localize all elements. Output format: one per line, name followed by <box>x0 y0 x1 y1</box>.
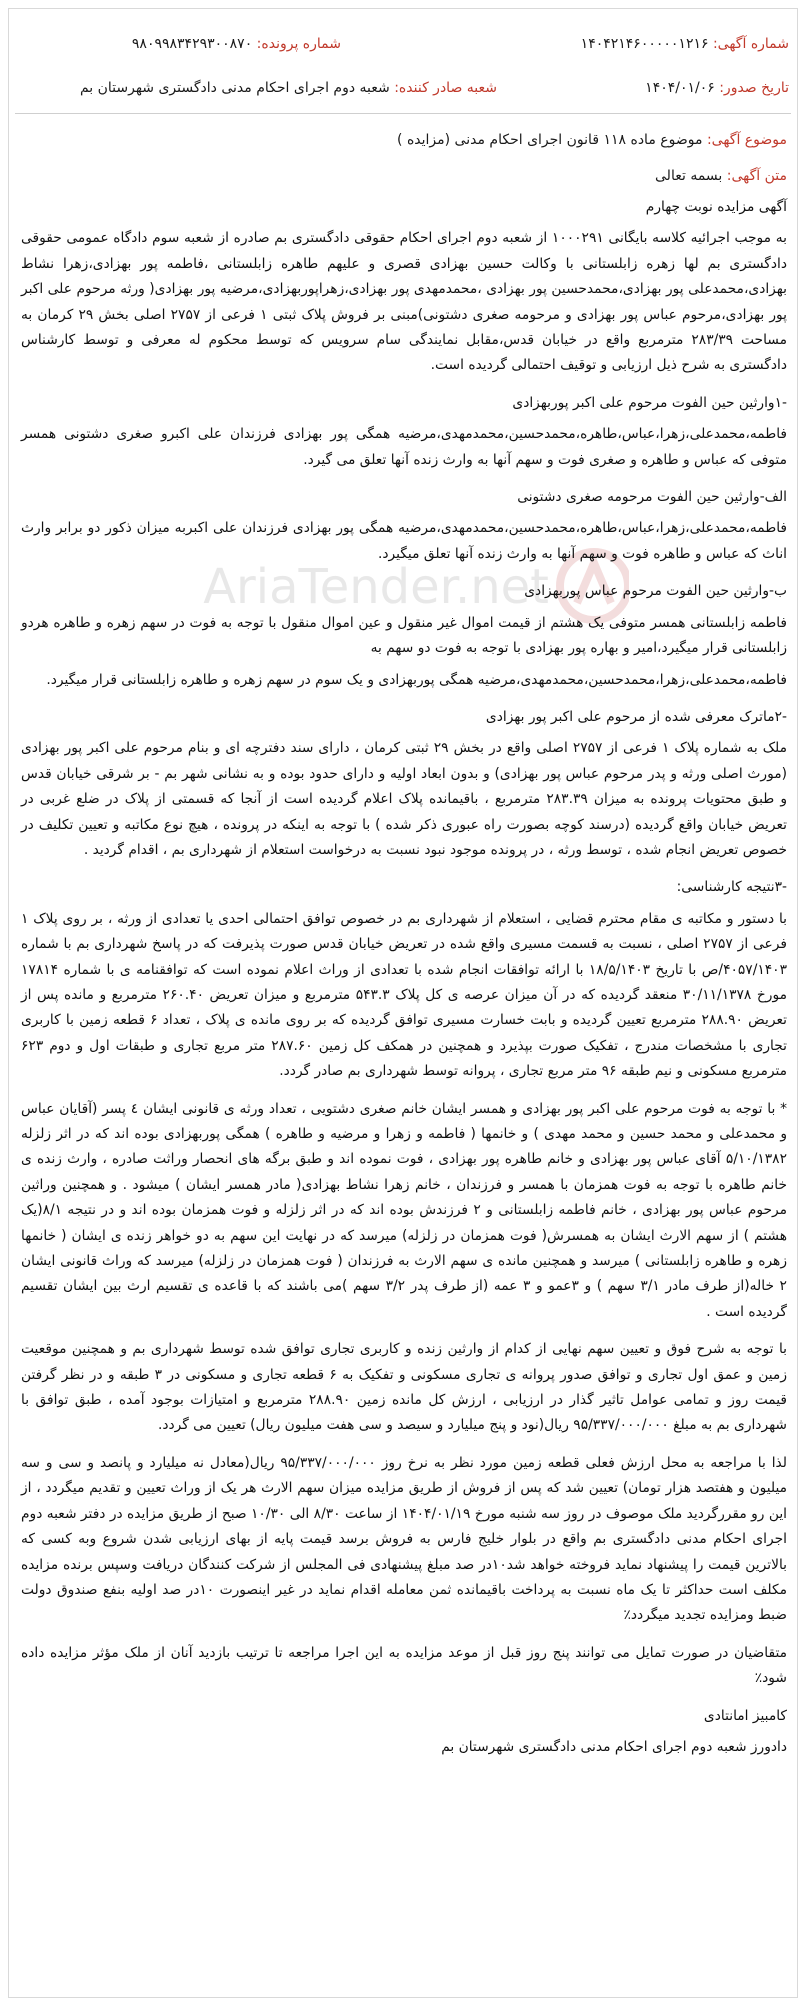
heirs-heading-a: الف-وارثین حین الفوت مرحومه صغری دشتونی <box>517 489 787 506</box>
text-label: متن آگهی: <box>726 168 787 184</box>
heirs-paragraph-a: فاطمه،محمدعلی،زهرا،عباس،طاهره،محمدحسین،محمدمهدی،مرضیه همگی پور بهزادی فرزندان علی اکبربه میزان ذکور دو برابر وارث اناث که عباس و طاهره فوت و سهم آنها به وارث زنده آنها تعلق میگیرد. <box>21 520 787 562</box>
signatory-name: کامبیز امانتادی <box>703 1707 787 1724</box>
heirs-heading-1: -۱وارثین حین الفوت مرحوم علی اکبر پوربهزادی <box>512 394 787 411</box>
notice-body <box>21 195 787 1772</box>
case-number-value: ۹۸۰۹۹۸۳۴۲۹۳۰۰۸۷۰ <box>131 36 253 52</box>
issuer-row <box>80 77 497 99</box>
issue-date-label: تاریخ صدور: <box>719 80 789 96</box>
inheritance-paragraph: * با توجه به فوت مرحوم علی اکبر پور بهزادی و همسر ایشان خانم صغری دشتویی ، تعداد ورثه ی قانونی ایشان ٤ پسر (آقایان عباس و محمدعلی و محمد حسین و محمد مهدی ) و خانمها ( فاطمه و زهرا و مرضیه و طاهره ) همگی پوربهزادی بوده اند که در اثر زلزله ۵/۱۰/۱۳۸۲ آقای عباس پور بهزادی و خانم طاهره پور بهزادی ، فوت نموده اند و طبق برگه های انحصار وراثت صادره ، وارث زنده ی خانم طاهره با توجه به فوت همزمان با همسر و فرزندان ، خانم زهرا نشاط بهزادی( مادر همسر ایشان ) میشود . و همچنین وراثین مرحوم عباس پور بهزادی ، خانم فاطمه زابلستانی و ۲ فرزندش بوده اند که در اثر زلزله و فوت همزمان بوده اند و در نتیجه ۸/۱(یک هشتم ) از سهم الارث ایشان به همسرش( فوت همزمان در زلزله) میرسد که در نهایت این سهم به دو خواهر زنده ی ایشان ( خانمها زهره و طاهره زابلستانی ) میرسد و همچنین مانده ی سهم الارث به فرزندان ( فوت همزمان در زلزله) میرسد که وراث قانونی ایشان ۲ خاله(از طرف مادر ۳/۱ سهم ) و ۳عمو و ۳ عمه (از طرف پدر ۳/۲ سهم )می باشند که با قاعده ی تقسیم ارث بین ایشان تقسیم گردیده است . <box>21 1100 788 1320</box>
valuation-paragraph: با توجه به شرح فوق و تعیین سهم نهایی از کدام از وارثین زنده و کاربری تجاری توافق شده توسط شهرداری بم و همچنین موقعیت زمین و عمق اول تجاری و توافق صدور پروانه ی تجاری مسکونی و تفکیک به ۶ قطعه تجاری و مسکونی در ۳ طبقه و در نظر گرفتن قیمت روز و تمامی عوامل تاثیر گذار در ارزیابی ، ارزش کل مانده زمین ۲۸۸.۹۰ مترمربع و امتیازات بوجود آمده ، طبق توافق با شهرداری بم به مبلغ ۹۵/۳۳۷/۰۰۰/۰۰۰ ریال(نود و پنج میلیارد و سیصد و سی هفت میلیون ریال) تعیین می گردد. <box>21 1341 787 1434</box>
subject-row <box>397 129 787 151</box>
ad-number-row <box>581 33 789 55</box>
body-paragraph-intro: به موجب اجرائیه کلاسه بایگانی ۱۰۰۰۲۹۱ از شعبه دوم اجرای احکام حقوقی دادگستری بم صادره از شعبه سوم دادگاه عمومی حقوقی دادگستری بم لها زهره زابلستانی با وکالت حسین بهزادی قصری و علیهم طاهره زابلستانی ،فاطمه پور بهزادی،زهرا نشاط بهزادی،محمدعلی پور بهزادی،محمدحسین پور بهزادی ،محمدمهدی پور بهزادی،زهراپوربهزادی،مرضیه پور بهزادی( ورثه مرحوم علی اکبر پور بهزادی،مرحوم عباس پور بهزادی و مرحومه صغری دشتونی)مبنی بر فروش پلاک ثبتی ۱ فرعی از ۲۷۵۷ اصلی بخش ۲۹ کرمان به مساحت ۲۸۳/۳۹ مترمربع واقع در خیابان قدس،مقابل نمایندگی سام سرویس که توسط محکوم له معرفی و توسط کارشناس دادگستری به شرح ذیل ارزیابی و توقیف احتمالی گردیده است. <box>21 230 788 374</box>
issuer-value: شعبه دوم اجرای احکام مدنی دادگستری شهرستان بم <box>79 80 390 96</box>
issue-date-row <box>645 77 789 99</box>
text-label-value: بسمه تعالی <box>655 168 723 184</box>
signatory-title: دادورز شعبه دوم اجرای احکام مدنی دادگستری شهرستان بم <box>441 1738 787 1755</box>
subject-value: موضوع ماده ۱۱۸ قانون اجرای احکام مدنی (مزایده ) <box>397 132 703 148</box>
heirs-heading-b: ب-وارثین حین الفوت مرحوم عباس پوربهزادی <box>524 583 787 600</box>
estate-paragraph: ملک به شماره پلاک ۱ فرعی از ۲۷۵۷ اصلی واقع در بخش ۲۹ ثبتی کرمان ، دارای سند دفترچه ای و بنام مرحوم علی اکبر پور بهزادی (مورث اصلی ورثه و پدر مرحوم عباس پور بهزادی) و بدون ابعاد اولیه و دارای حدود بوده و به نشانی شهر بم - بر شرقی خیابان قدس و طبق محتویات پرونده به میزان ۲۸۳.۳۹ مترمربع ، باقیمانده پلاک اعلام گردیده است از آنجا که قسمتی از پلاک در ضلع غربی در تعریض خیابان واقع گردیده (درسند کوچه بصورت راه عبوری ذکر شده ) با توجه به اینکه در پرونده ، هیچ نوع مکاتبه و تعیین تکلیف در خصوص تعریض انجام شده ، توسط ورثه ، در پرونده موجود نبود نسبت به درخواست استعلام از شهرداری بم ، اقدام گردید . <box>21 740 788 858</box>
text-label-row <box>655 165 787 187</box>
issue-date-value: ۱۴۰۴/۰۱/۰۶ <box>645 80 715 96</box>
notice-page <box>8 8 798 1998</box>
notice-heading: آگهی مزایده نوبت چهارم <box>645 199 787 215</box>
auction-paragraph: لذا با مراجعه به محل ارزش فعلی قطعه زمین مورد نظر به نرخ روز ۹۵/۳۳۷/۰۰۰/۰۰۰ ریال(معادل نه میلیارد و پانصد و سی و سه میلیون و هفتصد هزار تومان) تعیین شد که پس از فروش از طریق مزایده میزان سهم الارث هر یک از وراث تعیین و تقدیم میگردد ، از این رو مقررگردید ملک موصوف در روز سه شنبه مورخ ۱۴۰۴/۰۱/۱۹ از ساعت ۸/۳۰ الی ۱۰/۳۰ صبح از طریق مزایده در دفتر شعبه دوم اجرای احکام مدنی دادگستری بم واقع در بلوار خلیج فارس به فروش برسد قیمت پایه از بهای ارزیابی شدن شروع وبه کسی که بالاترین قیمت را پیشنهاد نماید فروخته خواهد شد۱۰در صد مبلغ پیشنهادی فی المجلس از شرکت کنندگان دریافت وسپس برنده مزایده مکلف است حداکثر تا یک ماه نسبت به پرداخت باقیمانده ثمن معامله اقدام نماید در غیر اینصورت ۱۰در صد اولیه بنفع صندوق دولت ضبط ومزایده تجدید میگردد٪ <box>21 1454 788 1624</box>
issuer-label: شعبه صادر کننده: <box>394 80 497 96</box>
expert-heading: -۳نتیجه کارشناسی: <box>676 879 787 896</box>
heirs-paragraph-b: فاطمه زابلستانی همسر متوفی یک هشتم از قیمت اموال غیر منقول و عین اموال منقول با توجه به فوت در سهم زهره و طاهره هردو زابلستانی قرار میگیرد،امیر و بهاره پور بهزادی با توجه به فوت دو سهم به <box>21 614 787 657</box>
header-divider <box>15 113 791 114</box>
estate-heading: -۲ماترک معرفی شده از مرحوم علی اکبر پور بهزادی <box>485 708 787 725</box>
heirs-paragraph-b-cont: فاطمه،محمدعلی،زهرا،محمدحسین،محمدمهدی،مرضیه همگی پوربهزادی و یک سوم در سهم زهره و طاهره زابلستانی قرار میگیرد. <box>46 671 787 688</box>
expert-paragraph: با دستور و مکاتبه ی مقام محترم قضایی ، استعلام از شهرداری بم در خصوص توافق احتمالی احدی یا تعدادی از ورثه ، بر روی پلاک ۱ فرعی از ۲۷۵۷ اصلی ، نسبت به قسمت مسیری واقع شده در تعریض خیابان قدس صورت پذیرفت که در پاسخ شهرداری بم با شماره ۴۰۵۷/۱۴۰۳/ص با تاریخ ۱۸/۵/۱۴۰۳ با ارائه توافقات انجام شده با تعدادی از وراث اعلام نموده است که توافقنامه ی با شماره ۱۷۸۱۴ مورخ ۳۰/۱۱/۱۳۷۸ منعقد گردیده که در آن میزان عرصه ی کل پلاک ۵۴۳.۳ مترمربع و میزان تعریض ۲۶۰.۴۰ مترمربع و مانده پس از تعریض ۲۸۸.۹۰ مترمربع تعیین گردیده و بابت خسارت مسیری توافق گردیده که بر روی مانده ی پلاک ، تعداد ۶ قطعه زمین با کاربری تجاری با مشخصات مندرج ، تفکیک صورت بپذیرد و همچنین در همکف کل زمین ۲۸۷.۶۰ متر مربع تجاری و طبقات اول و دوم ۶۲۳ مترمربع مسکونی و نیم طبقه ۹۶ متر مربع تجاری ، پروانه توسط شهرداری بم صادر گردد. <box>21 910 787 1080</box>
watermark-text: AriaTender.net <box>203 559 549 615</box>
ad-number-label: شماره آگهی: <box>712 36 789 52</box>
case-number-label: شماره پرونده: <box>256 36 341 52</box>
case-number-row <box>132 33 341 55</box>
subject-label: موضوع آگهی: <box>706 132 787 148</box>
heirs-paragraph-1: فاطمه،محمدعلی،زهرا،عباس،طاهره،محمدحسین،محمدمهدی،مرضیه همگی پور بهزادی فرزندان علی اکبرو صغری دشتونی همسر متوفی که عباس و طاهره و صغری فوت و سهم آنها به وارث زنده آنها تعلق می گیرد. <box>21 426 787 468</box>
ad-number-value: ۱۴۰۴۲۱۴۶۰۰۰۰۰۱۲۱۶ <box>580 36 709 52</box>
visit-paragraph: متقاضیان در صورت تمایل می توانند پنج روز قبل از موعد مزایده به این اجرا مراجعه تا ترتیب بازدید آنان از ملک مؤثر مزایده داده شود٪ <box>21 1644 787 1687</box>
